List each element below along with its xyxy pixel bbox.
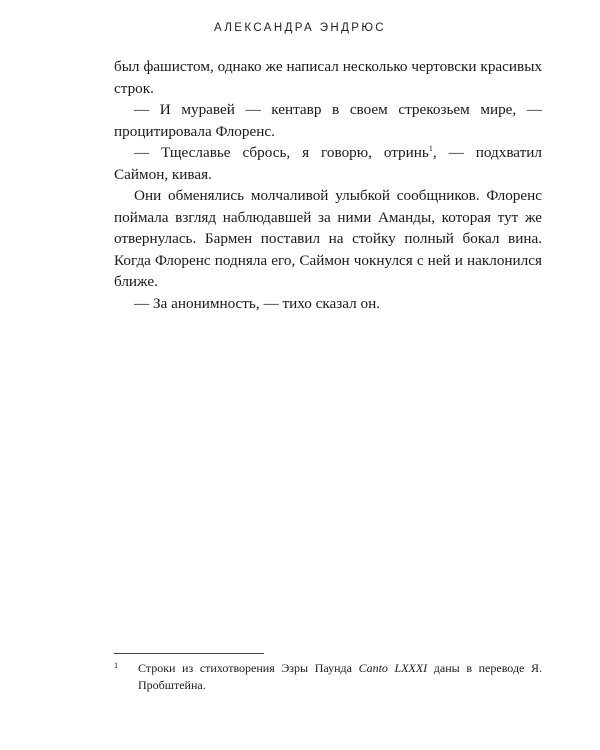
footnote-mark: 1 — [114, 661, 118, 670]
footnote-text-end: даны в переводе Я. Пробштейна. — [137, 661, 542, 692]
footnote — [114, 660, 542, 694]
footnote-reference[interactable]: 1 — [428, 143, 433, 153]
paragraph-3 — [114, 142, 542, 185]
body-text — [114, 56, 542, 314]
paragraph-4: Они обменялись молчаливой улыбкой сообщников. Флоренс поймала взгляд наблюдавшей за ними Аманды, которая тут же отвернулась. Бармен поставил на стойку полный бокал вина. Когда Флоренс подняла его, Саймон чокнулся с ней и наклонился ближе. — [114, 187, 542, 290]
footnote-text-start: Строки из стихотворения Эзры Паунда — [137, 661, 359, 675]
paragraph-3-text-end: , — подхватил Саймон, кивая. — [114, 144, 542, 183]
footnote-poem-title: Canto LXXXI — [358, 661, 428, 675]
paragraph-3-text-start: — Тщеславье сбрось, я говорю, отринь — [134, 144, 429, 161]
paragraph-1: был фашистом, однако же написал несколько чертовски красивых строк. — [114, 58, 542, 97]
paragraph-2: — И муравей — кентавр в своем стрекозьем мире, — процитировала Флоренс. — [114, 101, 542, 140]
footnote-text — [138, 660, 542, 694]
footnote-divider — [114, 653, 264, 654]
running-head: АЛЕКСАНДРА ЭНДРЮС — [214, 22, 386, 34]
paragraph-5: — За анонимность, — тихо сказал он. — [134, 294, 381, 312]
